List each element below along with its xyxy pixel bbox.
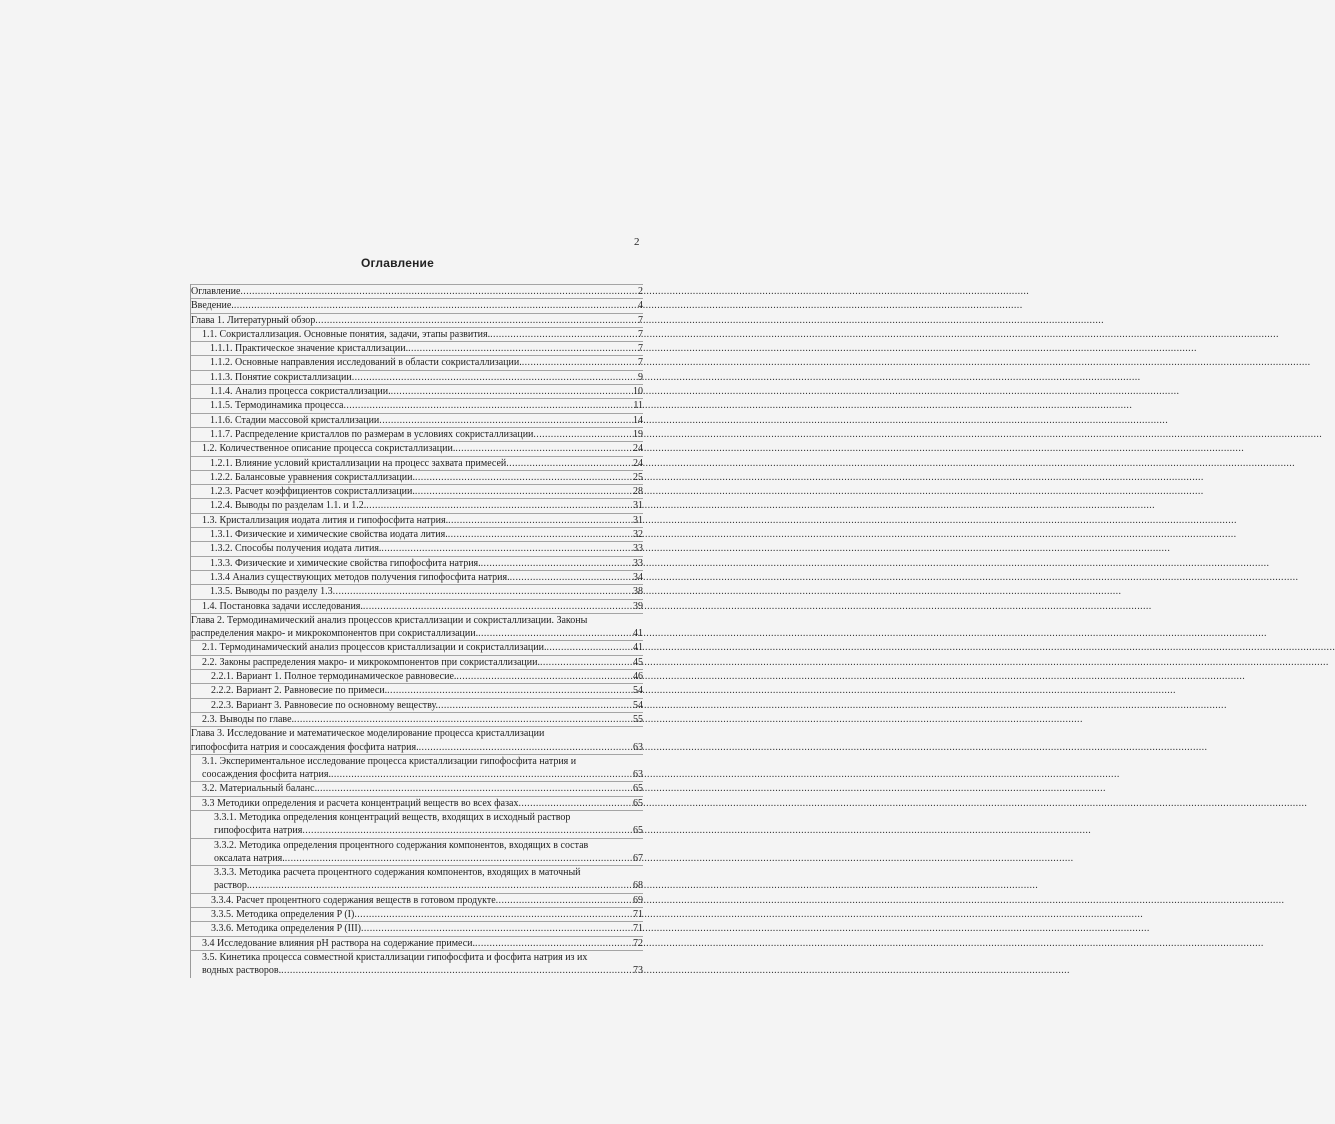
toc-page-number: 19	[633, 428, 643, 440]
toc-entry[interactable]	[191, 907, 643, 921]
toc-entry-title: 2.2.3. Вариант 3. Равновесие по основному веществу.	[211, 699, 439, 711]
toc-entry-title: 2.2.2. Вариант 2. Равновесие по примеси.	[211, 685, 388, 697]
toc-leader-dots	[343, 399, 632, 412]
toc-entry[interactable]	[191, 513, 643, 527]
toc-entry[interactable]	[191, 441, 643, 455]
toc-entry-title-continued: водных растворов.	[202, 965, 282, 977]
toc-leader-dots	[352, 371, 637, 384]
toc-leader-dots	[333, 585, 632, 598]
toc-leader-dots	[366, 499, 632, 512]
toc-page-number: 24	[633, 443, 643, 455]
toc-entry[interactable]	[191, 921, 643, 935]
toc-leader-dots	[408, 342, 637, 355]
toc-leader-dots	[302, 824, 632, 837]
toc-leader-dots	[234, 299, 637, 312]
toc-leader-dots	[415, 471, 632, 484]
toc-leader-dots	[510, 571, 632, 584]
toc-entry-title: 2.2. Законы распределения макро- и микрокомпонентов при сокристаллизации.	[202, 656, 540, 668]
toc-leader-dots	[546, 641, 632, 654]
toc-leader-dots	[363, 600, 632, 613]
toc-entry-title: 1.1.4. Анализ процесса сокристаллизации.	[210, 386, 391, 398]
toc-entry-title: 1.1. Сокристаллизация. Основные понятия, задачи, этапы развития.	[202, 328, 491, 340]
toc-leader-dots	[496, 894, 632, 907]
toc-entry-title: 1.2.1. Влияние условий кристаллизации на процесс захвата примесей	[210, 457, 507, 469]
toc-entry-title: Введение.	[191, 300, 234, 312]
toc-entry[interactable]	[191, 355, 643, 369]
toc-entry-title-continued: гипофосфита натрия	[214, 825, 303, 837]
toc-page-number: 45	[633, 656, 643, 668]
toc-page-number: 7	[638, 343, 643, 355]
toc-entry-title: 1.3.3. Физические и химические свойства гипофосфита натрия.	[210, 557, 481, 569]
toc-page-number: 68	[633, 880, 643, 892]
toc-entry-title: 3.3.2. Методика определения процентного содержания компонентов, входящих в состав	[214, 839, 589, 851]
toc-entry-title: 1.3.2. Способы получения иодата лития.	[210, 543, 382, 555]
toc-page-number: 33	[633, 557, 643, 569]
toc-entry-title: 1.3.4 Анализ существующих методов получения гипофосфита натрия.	[210, 571, 510, 583]
toc-leader-dots	[419, 741, 632, 754]
toc-leader-dots	[294, 713, 632, 726]
toc-page-number: 41	[633, 642, 643, 654]
toc-entry[interactable]	[191, 284, 643, 298]
toc-page-number: 65	[633, 783, 643, 795]
toc-entry-title-continued: раствор.	[214, 880, 250, 892]
toc-entry-title: Оглавление	[191, 286, 241, 297]
toc-entry-title: Глава 3. Исследование и математическое моделирование процесса кристаллизации	[191, 728, 545, 740]
toc-entry-title: 1.1.3. Понятие сокристаллизации	[210, 371, 352, 383]
toc-leader-dots	[281, 964, 632, 977]
toc-leader-dots	[331, 768, 632, 781]
toc-entry[interactable]	[191, 893, 643, 907]
toc-leader-dots	[533, 428, 632, 441]
toc-entry-title: 3.3 Методики определения и расчета концентраций веществ во всех фазах	[202, 797, 519, 809]
toc-entry[interactable]	[191, 527, 643, 541]
toc-entry-title: 1.2.3. Расчет коэффициентов сокристаллизации.	[210, 486, 415, 498]
toc-entry[interactable]	[191, 683, 643, 697]
toc-entry-title: 1.1.6. Стадии массовой кристаллизации	[210, 414, 380, 426]
toc-page-number: 63	[633, 769, 643, 781]
toc-page-number: 65	[633, 825, 643, 837]
toc-entry-title: 2.1. Термодинамический анализ процессов кристаллизации и сокристаллизации.	[202, 642, 547, 654]
toc-entry[interactable]	[191, 838, 643, 866]
toc-entry[interactable]	[191, 456, 643, 470]
toc-entry-title: 1.1.2. Основные направления исследований в области сокристаллизации.	[210, 357, 522, 369]
toc-page-number: 65	[633, 797, 643, 809]
toc-entry[interactable]	[191, 613, 643, 641]
toc-leader-dots	[240, 285, 637, 298]
toc-entry[interactable]	[191, 370, 643, 384]
toc-page-number: 11	[633, 400, 643, 412]
toc-entry[interactable]	[191, 413, 643, 427]
toc-page-number: 7	[638, 357, 643, 369]
toc-leader-dots	[478, 627, 632, 640]
toc-page-number: 9	[638, 371, 643, 383]
toc-page-number: 38	[633, 586, 643, 598]
toc-entry-title: 3.1. Экспериментальное исследование процесса кристаллизации гипофосфита натрия и	[202, 755, 577, 767]
toc-entry[interactable]	[191, 313, 643, 327]
toc-entry-title: 1.2.4. Выводы по разделам 1.1. и 1.2.	[210, 500, 367, 512]
toc-entry[interactable]	[191, 640, 643, 654]
toc-entry[interactable]	[191, 570, 643, 584]
toc-entry-title: 1.3.5. Выводы по разделу 1.3	[210, 586, 333, 598]
toc-entry[interactable]	[191, 669, 643, 683]
page-number: 2	[634, 236, 640, 248]
toc-entry[interactable]	[191, 541, 643, 555]
toc-entry-title: 2.2.1. Вариант 1. Полное термодинамическое равновесие.	[211, 671, 457, 683]
toc-entry-title: Глава 2. Термодинамический анализ процессов кристаллизации и сокристаллизации. Законы	[191, 614, 588, 626]
toc-leader-dots	[522, 356, 637, 369]
toc-entry[interactable]	[191, 754, 643, 782]
toc-page-number: 31	[633, 514, 643, 526]
toc-leader-dots	[361, 922, 632, 935]
toc-entry-title: 3.4 Исследование влияния рН раствора на содержание примеси.	[202, 937, 476, 949]
toc-entry[interactable]	[191, 865, 643, 893]
toc-page-number: 46	[633, 671, 643, 683]
toc-entry[interactable]	[191, 810, 643, 838]
toc-entry-title: 3.3.5. Методика определения P (I)	[211, 909, 355, 921]
toc-leader-dots	[354, 908, 632, 921]
toc-entry-title: 2.3. Выводы по главе.	[202, 713, 295, 725]
toc-page-number: 33	[633, 543, 643, 555]
toc-leader-dots	[379, 414, 632, 427]
toc-leader-dots	[285, 852, 632, 865]
toc-entry-title: 3.3.1. Методика определения концентраций веществ, входящих в исходный раствор	[214, 811, 571, 823]
toc-page-number: 4	[638, 300, 643, 312]
toc-entry-title: 1.2. Количественное описание процесса сокристаллизации.	[202, 443, 456, 455]
toc-leader-dots	[506, 457, 632, 470]
toc-entry-title: 3.3.4. Расчет процентного содержания веществ в готовом продукте	[211, 894, 496, 906]
toc-leader-dots	[455, 442, 632, 455]
toc-leader-dots	[518, 797, 632, 810]
toc-entry[interactable]	[191, 484, 643, 498]
toc-page-number: 63	[633, 741, 643, 753]
toc-entry[interactable]	[191, 599, 643, 613]
toc-page-number: 25	[633, 471, 643, 483]
toc-page-number: 71	[633, 909, 643, 921]
toc-page-number: 55	[633, 713, 643, 725]
toc-entry-title: 1.3. Кристаллизация иодата лития и гипофосфита натрия.	[202, 514, 449, 526]
toc-entry-title: 3.2. Материальный баланс.	[202, 783, 318, 795]
toc-page-number: 10	[633, 386, 643, 398]
toc-page-number: 24	[633, 457, 643, 469]
toc-entry[interactable]	[191, 584, 643, 598]
toc-entry-title: 1.4. Постановка задачи исследования.	[202, 600, 363, 612]
toc-entry-title: 3.3.6. Методика определения P (III)	[211, 923, 361, 935]
toc-page-number: 7	[638, 314, 643, 326]
toc-entry[interactable]	[191, 698, 643, 712]
toc-entry[interactable]	[191, 341, 643, 355]
toc-entry[interactable]	[191, 384, 643, 398]
toc-page-number: 39	[633, 600, 643, 612]
toc-page-number: 73	[633, 965, 643, 977]
toc-entry[interactable]	[191, 936, 643, 950]
toc-entry-title: 1.2.2. Балансовые уравнения сокристаллизации.	[210, 471, 415, 483]
toc-page-number: 54	[633, 685, 643, 697]
toc-leader-dots	[448, 528, 632, 541]
toc-entry[interactable]	[191, 781, 643, 795]
toc-page-number: 32	[633, 529, 643, 541]
toc-entry-title-continued: соосаждения фосфита натрия.	[202, 769, 331, 781]
toc-entry[interactable]	[191, 796, 643, 810]
toc-entry[interactable]	[191, 470, 643, 484]
toc-leader-dots	[456, 670, 632, 683]
toc-leader-dots	[490, 328, 637, 341]
toc-entry-title: 3.5. Кинетика процесса совместной кристаллизации гипофосфита и фосфита натрия из их	[202, 951, 588, 963]
toc-leader-dots	[438, 699, 632, 712]
toc-page-number: 34	[633, 571, 643, 583]
toc-entry-title: 1.1.5. Термодинамика процесса	[210, 400, 344, 412]
toc-entry-title: Глава 1. Литературный обзор	[191, 314, 316, 326]
toc-leader-dots	[481, 557, 632, 570]
toc-entry[interactable]	[191, 726, 643, 754]
toc-leader-dots	[317, 782, 632, 795]
toc-page-number: 28	[633, 486, 643, 498]
toc-title: Оглавление	[361, 256, 434, 270]
toc-leader-dots	[249, 879, 632, 892]
toc-entry[interactable]	[191, 712, 643, 726]
toc-page-number: 67	[633, 852, 643, 864]
toc-entry[interactable]	[191, 655, 643, 669]
toc-page-number: 14	[633, 414, 643, 426]
toc-entry[interactable]	[191, 298, 643, 312]
toc-entry-title: 1.1.1. Практическое значение кристаллизации.	[210, 343, 409, 355]
toc-entry-title: 1.1.7. Распределение кристаллов по размерам в условиях сокристаллизации	[210, 428, 534, 440]
toc-entry[interactable]	[191, 950, 643, 978]
toc-page-number: 7	[638, 328, 643, 340]
toc-entry-title-continued: распределения макро- и микрокомпонентов при сокристаллизации.	[191, 628, 479, 640]
toc-leader-dots	[391, 385, 632, 398]
toc-entry[interactable]	[191, 327, 643, 341]
toc-page-number: 41	[633, 628, 643, 640]
toc-page-number: 69	[633, 894, 643, 906]
toc-entry[interactable]	[191, 556, 643, 570]
toc-page-number: 72	[633, 937, 643, 949]
toc-entry-title-continued: гипофосфита натрия и соосаждения фосфита натрия.	[191, 741, 419, 753]
toc-page-number: 2	[638, 286, 643, 297]
toc-entry[interactable]	[191, 427, 643, 441]
table-of-contents	[190, 284, 643, 978]
toc-leader-dots	[448, 514, 632, 527]
toc-page-number: 54	[633, 699, 643, 711]
toc-page-number: 31	[633, 500, 643, 512]
toc-leader-dots	[475, 937, 632, 950]
toc-leader-dots	[381, 542, 632, 555]
toc-entry[interactable]	[191, 498, 643, 512]
toc-leader-dots	[315, 314, 637, 327]
toc-leader-dots	[540, 656, 632, 669]
toc-page-number: 71	[633, 923, 643, 935]
toc-entry[interactable]	[191, 398, 643, 412]
toc-leader-dots	[415, 485, 632, 498]
toc-leader-dots	[387, 684, 632, 697]
toc-entry-title: 1.3.1. Физические и химические свойства иодата лития.	[210, 529, 448, 541]
toc-entry-title: 3.3.3. Методика расчета процентного содержания компонентов, входящих в маточный	[214, 867, 581, 879]
toc-entry-title-continued: оксалата натрия.	[214, 852, 285, 864]
